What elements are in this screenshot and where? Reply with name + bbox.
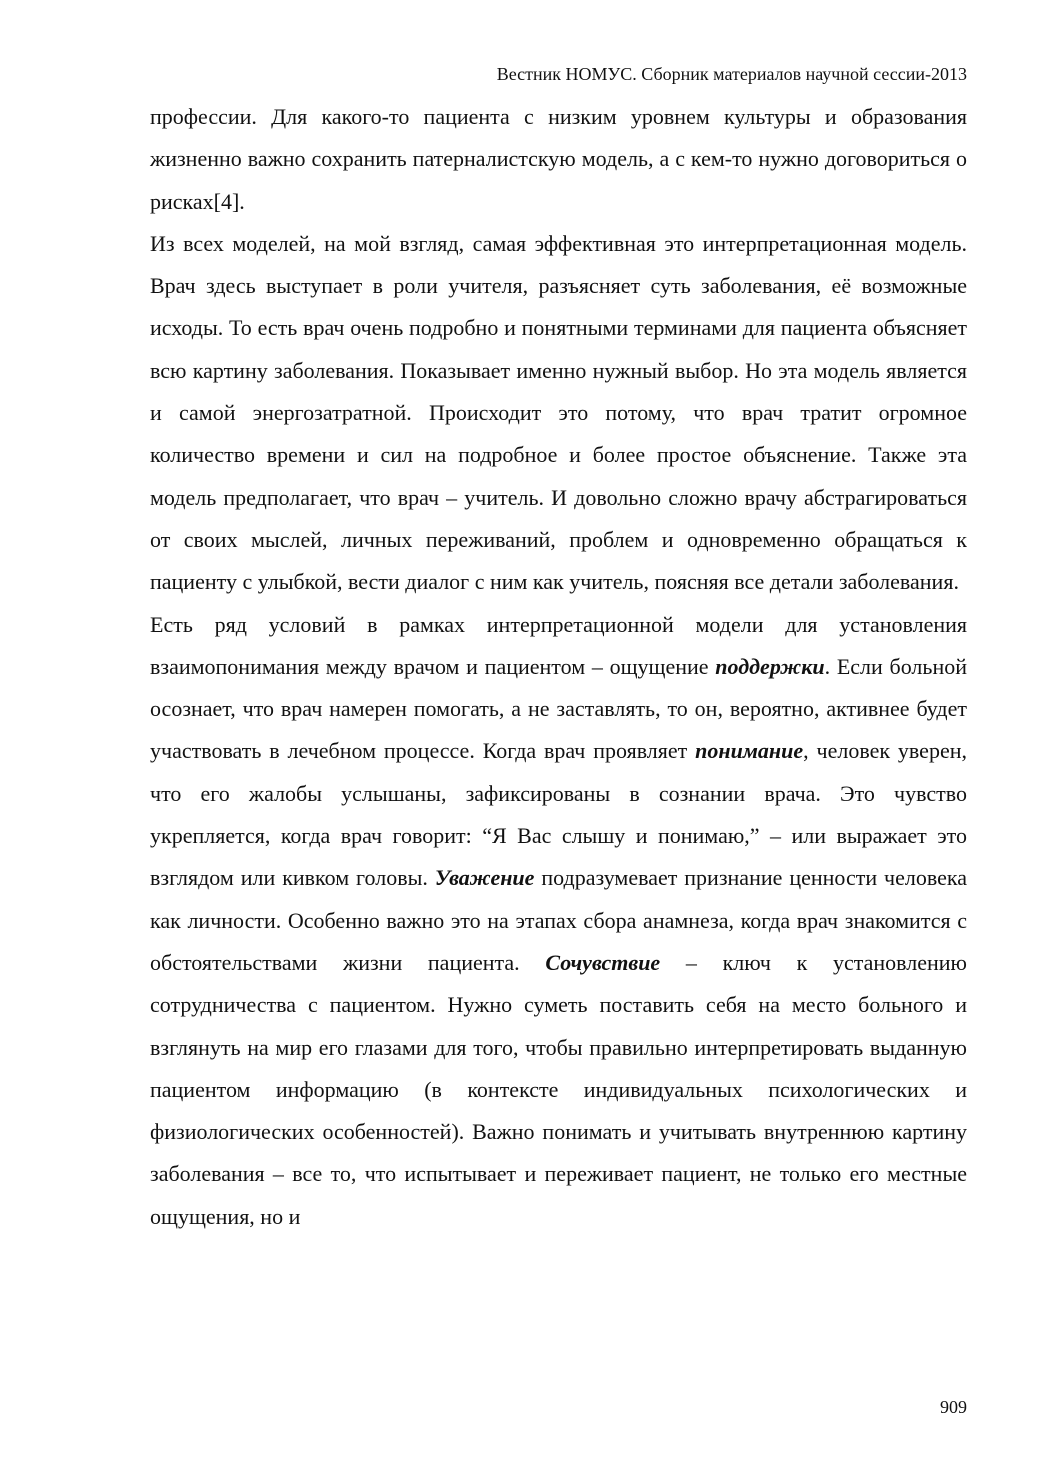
emphasized-term: понимание xyxy=(695,738,804,764)
emphasized-term: поддержки xyxy=(715,653,825,679)
text-segment: подразумевает признание ценности человека как личности. Особенно важно это на этапах сбора анамнеза, когда врач знакомится с обстоятельствами жизни пациента. xyxy=(150,865,967,975)
text-segment: . Если больной осознает, что врач намерен помогать, а не заставлять, то он, вероятно, активнее будет участвовать в лечебном процессе. Когда врач проявляет xyxy=(150,653,967,764)
paragraph xyxy=(150,96,967,223)
emphasized-term: Уважение xyxy=(434,865,535,891)
body-text xyxy=(150,96,967,1238)
paragraph xyxy=(150,604,967,1238)
paragraph xyxy=(150,223,967,604)
running-header: Вестник НОМУС. Сборник материалов научной сессии-2013 xyxy=(496,64,967,84)
text-segment: Из всех моделей, на мой взгляд, самая эффективная это интерпретационная модель. Врач здесь выступает в роли учителя, разъясняет суть заболевания, её возможные исходы. То есть врач очень подробно и понятными терминами для пациента объясняет всю картину заболевания. Показывает именно нужный выбор. Но эта модель является и самой энергозатратной. Происходит это потому, что врач тратит огромное количество времени и сил на подробное и более простое объяснение. Также эта модель предполагает, что врач – учитель. И довольно сложно врачу абстрагироваться от своих мыслей, личных переживаний, проблем и одновременно обращаться к пациенту с улыбкой, вести диалог с ним как учитель, поясняя все детали заболевания. xyxy=(150,230,967,595)
text-segment: Есть ряд условий в рамках интерпретационной модели для установления взаимопонимания между врачом и пациентом – ощущение xyxy=(150,611,967,679)
text-segment: , человек уверен, что его жалобы услышаны, зафиксированы в сознании врача. Это чувство укрепляется, когда врач говорит: “Я Вас слышу и понимаю,” – или выражает это взглядом или кивком головы. xyxy=(150,738,967,891)
emphasized-term: Сочувствие xyxy=(545,949,661,975)
page-number: 909 xyxy=(940,1397,967,1417)
text-segment: профессии. Для какого-то пациента с низким уровнем культуры и образования жизненно важно сохранить патерналистскую модель, а с кем-то нужно договориться о рисках[4]. xyxy=(150,104,967,214)
text-segment: – ключ к установлению сотрудничества с пациентом. Нужно суметь поставить себя на место больного и взглянуть на мир его глазами для того, чтобы правильно интерпретировать выданную пациентом информацию (в контексте индивидуальных психологических и физиологических особенностей). Важно понимать и учитывать внутреннюю картину заболевания – все то, что испытывает и переживает пациент, не только его местные ощущения, но и xyxy=(150,949,967,1229)
